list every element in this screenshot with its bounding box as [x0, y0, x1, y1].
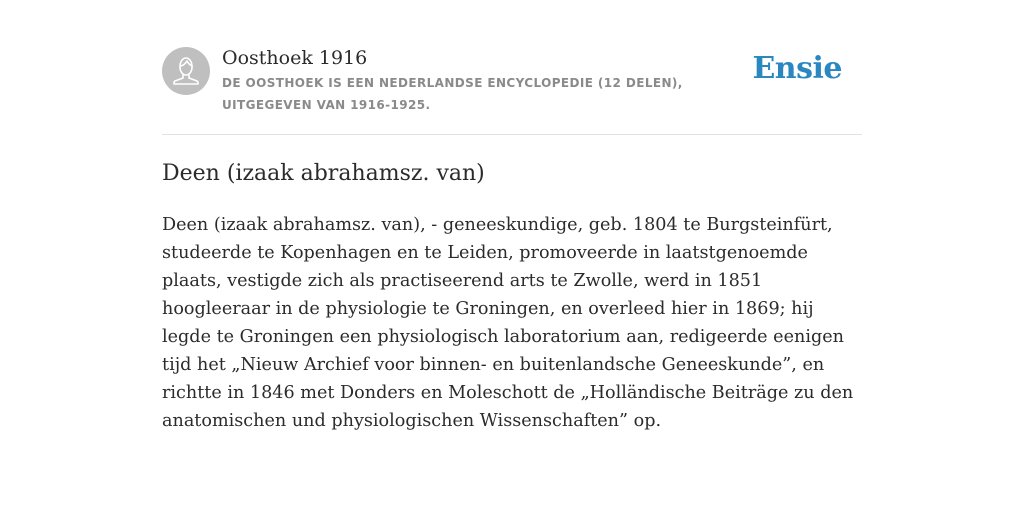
entry-title: Deen (izaak abrahamsz. van) — [162, 161, 485, 186]
source-description: DE OOSTHOEK IS EEN NEDERLANDSE ENCYCLOPEDIE (12 DELEN), UITGEGEVEN VAN 1916-1925. — [222, 76, 683, 112]
source-avatar[interactable] — [162, 47, 210, 95]
article-container — [162, 0, 862, 435]
brand-logo[interactable]: Ensie — [752, 51, 842, 86]
entry-body: Deen (izaak abrahamsz. van), - geneeskundige, geb. 1804 te Burgsteinfürt, studeerde te Kopenhagen en te Leiden, promoveerde in laatstgenoemde plaats, vestigde zich als practiseerend arts te Zwolle, werd in 1851 hoogleeraar in de physiologie te Groningen, en overleed hier in 1869; hij legde te Groningen een physiologisch laboratorium aan, redigeerde eenigen tijd het „Nieuw Archief voor binnen- en buitenlandsche Geneeskunde”, en richtte in 1846 met Donders en Moleschott de „Holländische Beiträge zu den anatomischen und physiologischen Wissenschaften” op. — [162, 215, 854, 431]
source-info — [222, 45, 762, 116]
source-header — [162, 0, 862, 135]
source-title[interactable]: Oosthoek 1916 — [222, 47, 368, 69]
user-silhouette-icon — [162, 47, 210, 95]
